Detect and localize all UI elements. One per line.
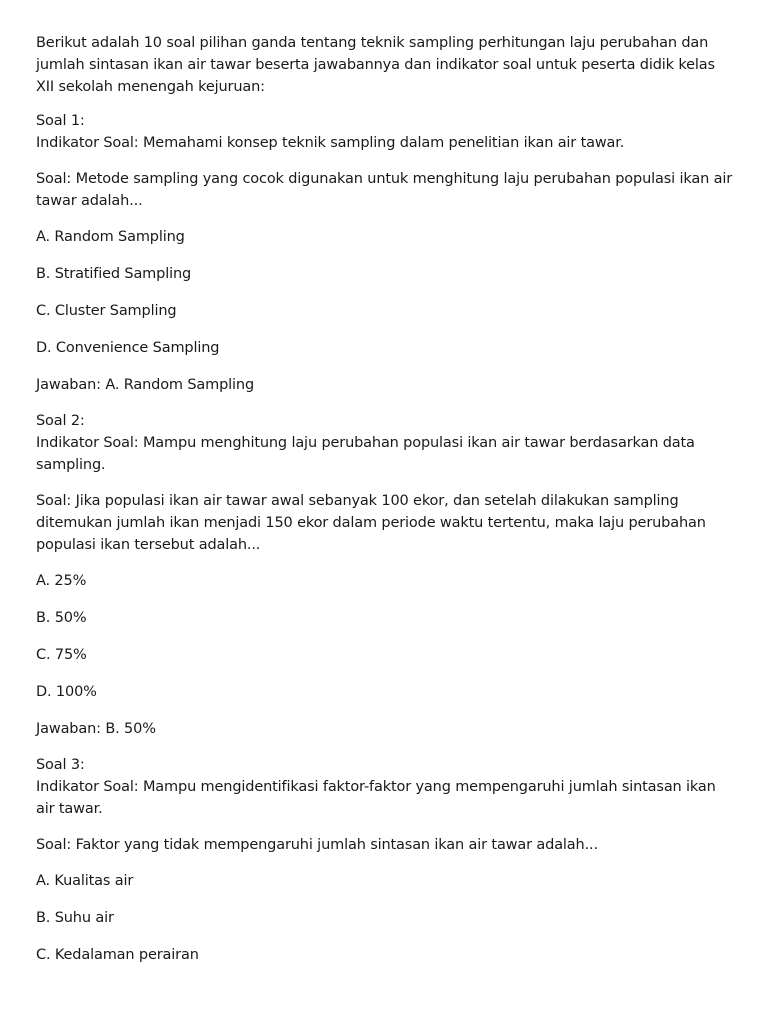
option-1a: A. Random Sampling	[36, 229, 185, 245]
option-1b: B. Stratified Sampling	[36, 266, 192, 282]
question-title-3: Soal 3:	[36, 757, 85, 773]
question-block-1	[36, 110, 732, 396]
question-block-3	[36, 754, 732, 966]
question-indicator-1: Indikator Soal: Memahami konsep teknik sampling dalam penelitian ikan air tawar.	[36, 135, 625, 151]
option-2a: A. 25%	[36, 573, 87, 589]
question-text-2: Soal: Jika populasi ikan air tawar awal sebanyak 100 ekor, dan setelah dilakukan sampling ditemukan jumlah ikan menjadi 150 ekor dalam periode waktu tertentu, maka laju perubahan populasi ikan tersebut adalah...	[36, 493, 706, 553]
question-header-1	[36, 110, 732, 154]
intro-paragraph: Berikut adalah 10 soal pilihan ganda tentang teknik sampling perhitungan laju perubahan dan jumlah sintasan ikan air tawar beserta jawabannya dan indikator soal untuk peserta didik kelas XII sekolah menengah kejuruan:	[36, 35, 715, 95]
question-indicator-2: Indikator Soal: Mampu menghitung laju perubahan populasi ikan air tawar berdasarkan data sampling.	[36, 435, 695, 473]
answer-1: Jawaban: A. Random Sampling	[36, 377, 255, 393]
option-2b: B. 50%	[36, 610, 87, 626]
option-3b: B. Suhu air	[36, 910, 114, 926]
question-text-3: Soal: Faktor yang tidak mempengaruhi jumlah sintasan ikan air tawar adalah...	[36, 837, 598, 853]
option-3a: A. Kualitas air	[36, 873, 134, 889]
question-header-3	[36, 754, 732, 820]
option-1c: C. Cluster Sampling	[36, 303, 177, 319]
question-header-2	[36, 410, 732, 476]
answer-2: Jawaban: B. 50%	[36, 721, 156, 737]
question-title-2: Soal 2:	[36, 413, 85, 429]
question-text-1: Soal: Metode sampling yang cocok digunakan untuk menghitung laju perubahan populasi ikan air tawar adalah...	[36, 171, 733, 209]
option-2d: D. 100%	[36, 684, 97, 700]
question-indicator-3: Indikator Soal: Mampu mengidentifikasi faktor-faktor yang mempengaruhi jumlah sintasan ikan air tawar.	[36, 779, 716, 817]
question-block-2	[36, 410, 732, 740]
option-1d: D. Convenience Sampling	[36, 340, 220, 356]
option-2c: C. 75%	[36, 647, 87, 663]
option-3c: C. Kedalaman perairan	[36, 947, 199, 963]
question-title-1: Soal 1:	[36, 113, 85, 129]
